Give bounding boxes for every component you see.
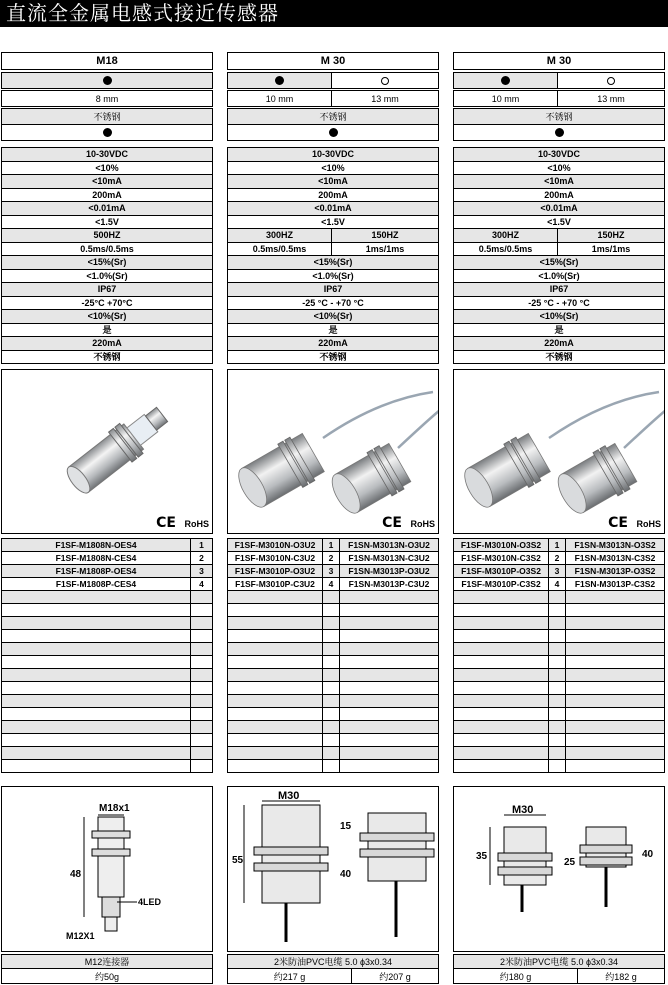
model-number bbox=[1, 733, 191, 747]
housing-material: 不锈钢 bbox=[227, 108, 439, 125]
weight: 约207 g bbox=[351, 968, 439, 984]
model-number bbox=[227, 603, 323, 617]
model-number bbox=[339, 668, 439, 682]
spec-value: -25°C +70°C bbox=[1, 296, 213, 311]
model-number bbox=[227, 629, 323, 643]
spec-value: 不锈钢 bbox=[1, 350, 213, 365]
model-number bbox=[1, 668, 191, 682]
column-header: M18 bbox=[1, 52, 213, 70]
led-label: 4LED bbox=[138, 897, 162, 907]
model-number bbox=[227, 642, 323, 656]
model-number bbox=[565, 694, 665, 708]
ce-mark: CE bbox=[382, 515, 402, 531]
model-number: F1SF-M1808P-CES4 bbox=[1, 577, 191, 591]
spec-value: 200mA bbox=[1, 188, 213, 203]
thread-label: M12X1 bbox=[66, 931, 95, 941]
model-number bbox=[565, 629, 665, 643]
m18-sensor-photo bbox=[2, 370, 212, 533]
model-index bbox=[322, 642, 340, 656]
spec-value: <1.5V bbox=[1, 215, 213, 230]
diameter-label: M30 bbox=[512, 804, 534, 816]
model-number bbox=[227, 759, 323, 773]
sensing-distance: 10 mm bbox=[453, 90, 558, 107]
spec-value: 不锈钢 bbox=[453, 350, 665, 365]
model-number: F1SF-M1808N-OES4 bbox=[1, 538, 191, 552]
spec-value: 220mA bbox=[1, 336, 213, 351]
model-number bbox=[339, 629, 439, 643]
model-index bbox=[190, 590, 213, 604]
model-number bbox=[565, 746, 665, 760]
weight: 约182 g bbox=[577, 968, 665, 984]
model-index: 3 bbox=[548, 564, 566, 578]
spec-value: <0.01mA bbox=[227, 201, 439, 216]
weight: 约50g bbox=[1, 968, 213, 984]
spec-value: <10mA bbox=[453, 174, 665, 189]
spec-value: IP67 bbox=[453, 282, 665, 297]
model-number bbox=[453, 707, 549, 721]
rohs-mark: RoHS bbox=[184, 519, 209, 529]
response-time: 1ms/1ms bbox=[557, 242, 665, 257]
model-index bbox=[548, 759, 566, 773]
sensing-distance: 13 mm bbox=[331, 90, 439, 107]
spec-value: <0.01mA bbox=[1, 201, 213, 216]
model-number bbox=[1, 655, 191, 669]
spec-value: <1.5V bbox=[227, 215, 439, 230]
model-index bbox=[190, 603, 213, 617]
column-header: M 30 bbox=[453, 52, 665, 70]
model-index bbox=[322, 707, 340, 721]
model-index bbox=[548, 642, 566, 656]
led-row bbox=[1, 124, 213, 141]
spec-value: <10%(Sr) bbox=[1, 309, 213, 324]
ce-mark: CE bbox=[156, 515, 176, 531]
model-number bbox=[1, 629, 191, 643]
spec-value: -25 °C - +70 °C bbox=[227, 296, 439, 311]
model-index bbox=[548, 707, 566, 721]
model-index bbox=[548, 733, 566, 747]
model-number bbox=[565, 681, 665, 695]
model-number: F1SN-M3013N-C3S2 bbox=[565, 551, 665, 565]
model-index bbox=[190, 759, 213, 773]
response-time: 0.5ms/0.5ms bbox=[453, 242, 558, 257]
sensing-distance: 8 mm bbox=[1, 90, 213, 107]
model-index bbox=[322, 720, 340, 734]
model-number bbox=[453, 603, 549, 617]
nonflush-mount-icon bbox=[607, 77, 615, 85]
model-number bbox=[339, 720, 439, 734]
m18-dimension-svg bbox=[2, 787, 212, 951]
spec-value: 10-30VDC bbox=[227, 147, 439, 162]
m30-sensor-photo bbox=[228, 370, 438, 533]
model-index bbox=[548, 629, 566, 643]
model-number bbox=[565, 603, 665, 617]
rohs-mark: RoHS bbox=[636, 519, 661, 529]
sensor-body bbox=[232, 431, 326, 514]
switching-frequency: 150HZ bbox=[557, 228, 665, 243]
cable-spec: 2米防油PVC电缆 5.0 ɸ3x0.34 bbox=[453, 954, 665, 969]
led-row bbox=[227, 124, 439, 141]
model-index bbox=[190, 668, 213, 682]
model-number bbox=[1, 642, 191, 656]
model-number bbox=[565, 707, 665, 721]
response-time: 1ms/1ms bbox=[331, 242, 439, 257]
model-number: F1SF-M3010N-C3S2 bbox=[453, 551, 549, 565]
spec-value: 220mA bbox=[227, 336, 439, 351]
switching-frequency: 500HZ bbox=[1, 228, 213, 243]
spec-value: 是 bbox=[1, 323, 213, 338]
model-number bbox=[227, 746, 323, 760]
model-index bbox=[190, 655, 213, 669]
model-number bbox=[1, 616, 191, 630]
mount-flush-cell bbox=[227, 72, 332, 89]
spec-value: <10% bbox=[227, 161, 439, 176]
flush-mount-icon bbox=[275, 76, 284, 85]
model-index: 4 bbox=[190, 577, 213, 591]
model-number: F1SN-M3013P-O3U2 bbox=[339, 564, 439, 578]
model-number bbox=[339, 733, 439, 747]
spec-value: <15%(Sr) bbox=[227, 255, 439, 270]
model-number bbox=[1, 681, 191, 695]
model-index bbox=[322, 694, 340, 708]
model-number bbox=[227, 720, 323, 734]
model-index bbox=[190, 746, 213, 760]
sensor-body bbox=[458, 431, 552, 514]
rohs-mark: RoHS bbox=[410, 519, 435, 529]
model-index: 3 bbox=[322, 564, 340, 578]
model-index bbox=[322, 759, 340, 773]
product-photo bbox=[453, 369, 665, 534]
model-number bbox=[1, 746, 191, 760]
column-header: M 30 bbox=[227, 52, 439, 70]
model-number bbox=[453, 629, 549, 643]
model-number bbox=[227, 694, 323, 708]
spec-value: 是 bbox=[453, 323, 665, 338]
model-number bbox=[339, 655, 439, 669]
model-number bbox=[227, 733, 323, 747]
spec-value: <0.01mA bbox=[453, 201, 665, 216]
model-number bbox=[227, 681, 323, 695]
dimension-drawing bbox=[227, 786, 439, 952]
model-number: F1SF-M1808N-CES4 bbox=[1, 551, 191, 565]
spec-value: <1.0%(Sr) bbox=[1, 269, 213, 284]
thread-length-label: 15 bbox=[340, 821, 352, 832]
flush-mount-icon bbox=[103, 76, 112, 85]
spec-value: <10% bbox=[453, 161, 665, 176]
body-length-label: 40 bbox=[642, 849, 654, 860]
spec-value: -25 °C - +70 °C bbox=[453, 296, 665, 311]
length-label: 55 bbox=[232, 855, 244, 866]
model-index: 1 bbox=[322, 538, 340, 552]
spec-value: 220mA bbox=[453, 336, 665, 351]
spec-value: <1.0%(Sr) bbox=[453, 269, 665, 284]
model-number bbox=[565, 759, 665, 773]
cable-spec: 2米防油PVC电缆 5.0 ɸ3x0.34 bbox=[227, 954, 439, 969]
model-number bbox=[453, 681, 549, 695]
model-index bbox=[322, 590, 340, 604]
led-row bbox=[453, 124, 665, 141]
model-number bbox=[227, 655, 323, 669]
model-number bbox=[453, 746, 549, 760]
model-index bbox=[190, 720, 213, 734]
model-index: 2 bbox=[548, 551, 566, 565]
spec-value: 10-30VDC bbox=[1, 147, 213, 162]
model-number bbox=[565, 590, 665, 604]
model-number bbox=[453, 759, 549, 773]
model-index bbox=[190, 629, 213, 643]
product-photo bbox=[227, 369, 439, 534]
model-number bbox=[339, 616, 439, 630]
spec-value: <10mA bbox=[1, 174, 213, 189]
model-number: F1SF-M3010P-C3U2 bbox=[227, 577, 323, 591]
model-index bbox=[548, 668, 566, 682]
spec-value: <10% bbox=[1, 161, 213, 176]
body-length-label: 40 bbox=[340, 869, 352, 880]
model-index: 2 bbox=[322, 551, 340, 565]
spec-value: 是 bbox=[227, 323, 439, 338]
model-index bbox=[322, 681, 340, 695]
mount-nonflush-cell bbox=[557, 72, 665, 89]
model-number: F1SN-M3013N-O3U2 bbox=[339, 538, 439, 552]
led-indicator-icon bbox=[555, 128, 564, 137]
model-number bbox=[227, 616, 323, 630]
spec-value: <15%(Sr) bbox=[453, 255, 665, 270]
spec-value: 不锈钢 bbox=[227, 350, 439, 365]
model-number bbox=[453, 590, 549, 604]
housing-material: 不锈钢 bbox=[1, 108, 213, 125]
model-number bbox=[565, 655, 665, 669]
model-number bbox=[1, 720, 191, 734]
model-number bbox=[453, 733, 549, 747]
model-index bbox=[548, 590, 566, 604]
model-number bbox=[339, 746, 439, 760]
model-number bbox=[565, 616, 665, 630]
diameter-label: M30 bbox=[278, 790, 300, 802]
model-index bbox=[322, 629, 340, 643]
model-index bbox=[190, 733, 213, 747]
model-number bbox=[1, 590, 191, 604]
model-index bbox=[190, 694, 213, 708]
model-number bbox=[339, 642, 439, 656]
model-number: F1SN-M3013P-C3S2 bbox=[565, 577, 665, 591]
spec-value: <10mA bbox=[227, 174, 439, 189]
model-number bbox=[1, 759, 191, 773]
cable-spec: M12连接器 bbox=[1, 954, 213, 969]
nonflush-mount-icon bbox=[381, 77, 389, 85]
switching-frequency: 150HZ bbox=[331, 228, 439, 243]
spec-value: <1.0%(Sr) bbox=[227, 269, 439, 284]
mount-flush-cell bbox=[453, 72, 558, 89]
model-number bbox=[339, 590, 439, 604]
model-index: 4 bbox=[322, 577, 340, 591]
model-number: F1SF-M1808P-OES4 bbox=[1, 564, 191, 578]
m30-sensor-photo bbox=[454, 370, 664, 533]
model-index bbox=[548, 720, 566, 734]
sensor-body bbox=[551, 441, 638, 520]
page-title: 直流全金属电感式接近传感器 bbox=[0, 0, 668, 27]
m30-dimension-svg bbox=[454, 787, 664, 951]
model-number bbox=[1, 694, 191, 708]
model-index: 1 bbox=[548, 538, 566, 552]
model-number: F1SF-M3010P-C3S2 bbox=[453, 577, 549, 591]
model-index bbox=[322, 655, 340, 669]
mount-flush-cell bbox=[1, 72, 213, 89]
dimension-drawing bbox=[453, 786, 665, 952]
response-time: 0.5ms/0.5ms bbox=[227, 242, 332, 257]
model-index bbox=[548, 655, 566, 669]
length-label: 48 bbox=[70, 869, 82, 880]
model-index bbox=[548, 746, 566, 760]
spec-value: <15%(Sr) bbox=[1, 255, 213, 270]
flush-mount-icon bbox=[501, 76, 510, 85]
model-number bbox=[227, 707, 323, 721]
spec-value: IP67 bbox=[1, 282, 213, 297]
model-number bbox=[453, 720, 549, 734]
model-index: 4 bbox=[548, 577, 566, 591]
model-index bbox=[190, 642, 213, 656]
response-time: 0.5ms/0.5ms bbox=[1, 242, 213, 257]
sensor-body bbox=[325, 441, 412, 520]
spec-value: 200mA bbox=[453, 188, 665, 203]
model-number bbox=[565, 642, 665, 656]
spec-value: <10%(Sr) bbox=[227, 309, 439, 324]
model-number bbox=[453, 655, 549, 669]
model-number: F1SF-M3010N-O3U2 bbox=[227, 538, 323, 552]
model-index: 2 bbox=[190, 551, 213, 565]
sensing-distance: 10 mm bbox=[227, 90, 332, 107]
weight: 约217 g bbox=[227, 968, 352, 984]
spec-value: 200mA bbox=[227, 188, 439, 203]
model-index bbox=[322, 668, 340, 682]
model-number bbox=[565, 733, 665, 747]
model-number bbox=[339, 759, 439, 773]
product-photo bbox=[1, 369, 213, 534]
model-number bbox=[339, 603, 439, 617]
m30-dimension-svg bbox=[228, 787, 438, 951]
model-number bbox=[453, 642, 549, 656]
model-index bbox=[322, 746, 340, 760]
ce-mark: CE bbox=[608, 515, 628, 531]
model-number bbox=[339, 694, 439, 708]
led-indicator-icon bbox=[329, 128, 338, 137]
weight: 约180 g bbox=[453, 968, 578, 984]
model-index: 1 bbox=[190, 538, 213, 552]
length-label: 35 bbox=[476, 851, 488, 862]
model-number: F1SN-M3013P-C3U2 bbox=[339, 577, 439, 591]
diameter-label: M18x1 bbox=[99, 803, 130, 814]
spec-value: IP67 bbox=[227, 282, 439, 297]
model-number bbox=[453, 616, 549, 630]
model-index: 3 bbox=[190, 564, 213, 578]
model-number bbox=[339, 707, 439, 721]
model-number: F1SF-M3010P-O3S2 bbox=[453, 564, 549, 578]
model-index bbox=[190, 616, 213, 630]
spec-value: <10%(Sr) bbox=[453, 309, 665, 324]
model-index bbox=[190, 681, 213, 695]
model-index bbox=[322, 733, 340, 747]
model-number bbox=[1, 707, 191, 721]
spec-value: 10-30VDC bbox=[453, 147, 665, 162]
model-index bbox=[548, 616, 566, 630]
dimension-drawing bbox=[1, 786, 213, 952]
model-number bbox=[453, 694, 549, 708]
model-number bbox=[1, 603, 191, 617]
model-index bbox=[190, 707, 213, 721]
switching-frequency: 300HZ bbox=[227, 228, 332, 243]
model-number: F1SN-M3013N-C3U2 bbox=[339, 551, 439, 565]
mount-nonflush-cell bbox=[331, 72, 439, 89]
model-index bbox=[548, 681, 566, 695]
model-number bbox=[227, 668, 323, 682]
model-number: F1SF-M3010N-O3S2 bbox=[453, 538, 549, 552]
model-number bbox=[453, 668, 549, 682]
model-number: F1SN-M3013N-O3S2 bbox=[565, 538, 665, 552]
sensing-distance: 13 mm bbox=[557, 90, 665, 107]
model-number: F1SN-M3013P-O3S2 bbox=[565, 564, 665, 578]
housing-material: 不锈钢 bbox=[453, 108, 665, 125]
switching-frequency: 300HZ bbox=[453, 228, 558, 243]
model-number bbox=[227, 590, 323, 604]
model-number: F1SF-M3010P-O3U2 bbox=[227, 564, 323, 578]
model-number: F1SF-M3010N-C3U2 bbox=[227, 551, 323, 565]
model-index bbox=[322, 616, 340, 630]
spec-value: <1.5V bbox=[453, 215, 665, 230]
model-index bbox=[548, 694, 566, 708]
thread-length-label: 25 bbox=[564, 857, 576, 868]
model-index bbox=[322, 603, 340, 617]
model-number bbox=[565, 668, 665, 682]
model-index bbox=[548, 603, 566, 617]
model-number bbox=[339, 681, 439, 695]
model-number bbox=[565, 720, 665, 734]
led-indicator-icon bbox=[103, 128, 112, 137]
